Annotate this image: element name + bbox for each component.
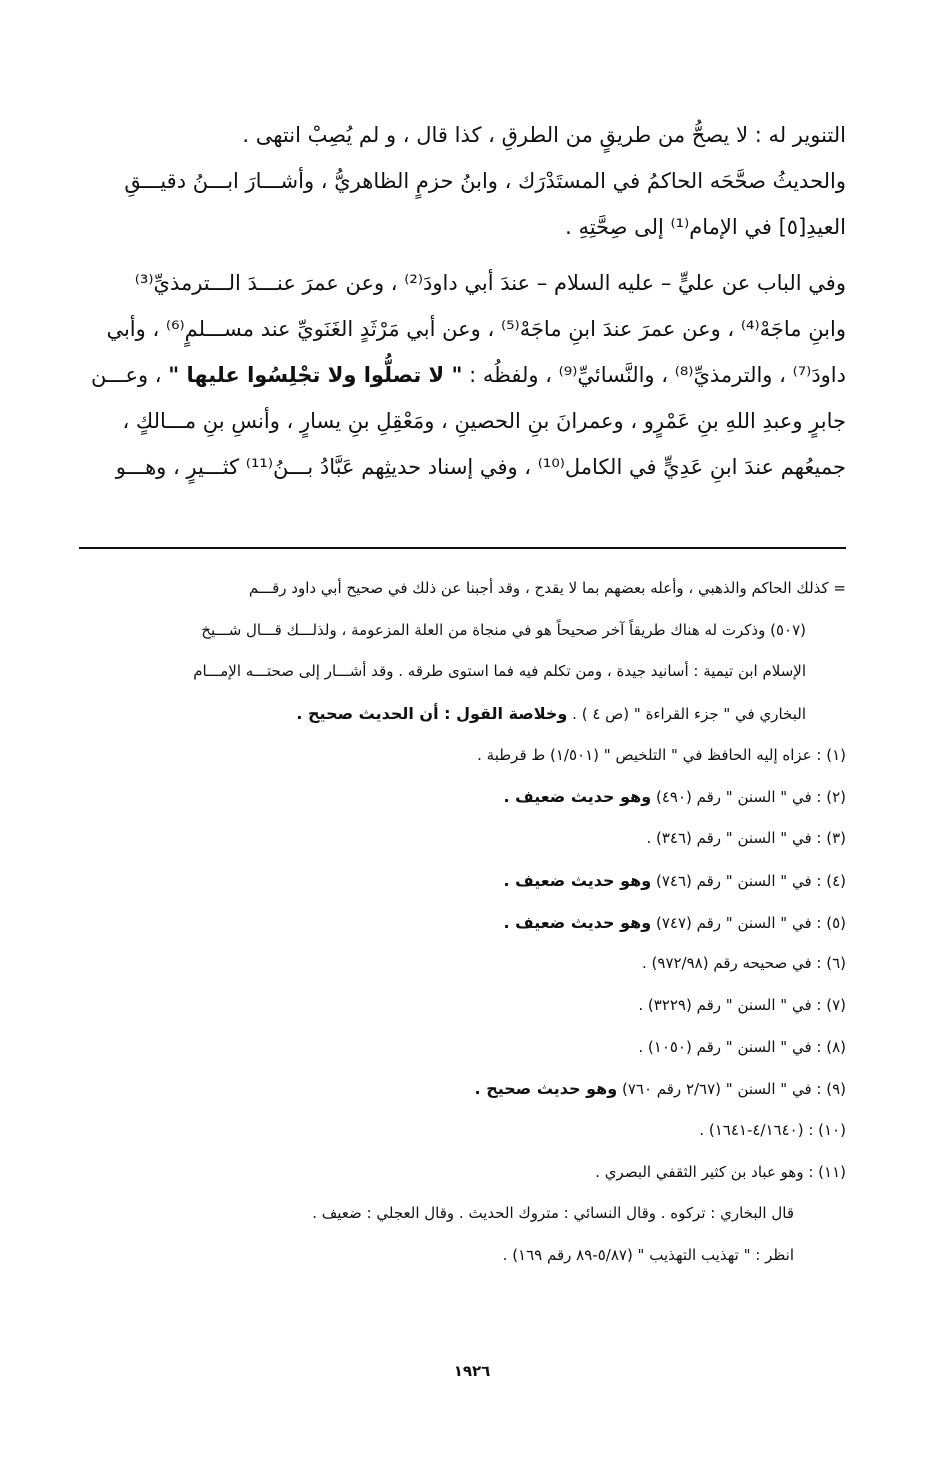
footnote-bold: وخلاصة القول : أن الحديث صحيح .	[296, 704, 568, 724]
footnote-continuation-line: = كذلك الحاكم والذهبي ، وأعله بعضهم بما لا يقدح ، وقد أجبنا عن ذلك في صحيح أبي داود رقـــم	[248, 579, 846, 597]
footnote-continuation-line	[74, 693, 846, 735]
main-line-with-quote	[74, 352, 846, 398]
footnote-text: (٨) : في " السنن " رقم (١٠٥٠) .	[638, 1037, 846, 1056]
footnote-1	[74, 735, 846, 777]
footnote-5	[74, 902, 846, 944]
footnote-10	[74, 1110, 846, 1152]
main-line: العيدِ[٥] في الإمام⁽¹⁾ إلى صِحَّتِهِ .	[565, 215, 846, 239]
footnote-11-detail: قال البخاري : تركوه . وقال النسائي : متروك الحديث . وقال العجلي : ضعيف .	[312, 1204, 794, 1223]
footnote-text: (٧) : في " السنن " رقم (٣٢٢٩) .	[638, 995, 846, 1014]
footnote-text: (٣) : في " السنن " رقم (٣٤٦) .	[646, 829, 846, 848]
footnote-separator	[79, 547, 846, 549]
footnote-text: (١٠) : (٤/١٦٤٠-١٦٤١) .	[699, 1120, 846, 1139]
footnote-11	[74, 1152, 846, 1194]
main-line-text: داودَ⁽⁷⁾ ، والترمذيِّ⁽⁸⁾ ، والنَّسائيِّ⁽⁹⁾ ، ولفظُه :	[469, 363, 846, 387]
footnote-6	[74, 943, 846, 985]
footnote-grade: وهو حديث ضعيف .	[503, 787, 652, 807]
main-text	[74, 112, 846, 490]
footnote-grade: وهو حديث ضعيف .	[503, 912, 652, 932]
footnote-continuation-line: (٥٠٧) وذكرت له هناك طريقاً آخر صحيحاً هو في منجاة من العلة المزعومة ، ولذلـــك قـــال شـــيخ	[201, 620, 806, 639]
footnote-9	[74, 1068, 846, 1110]
footnote-text: (٤) : في " السنن " رقم (٧٤٦)	[655, 871, 846, 890]
footnote-3	[74, 818, 846, 860]
footnote-grade: وهو حديث ضعيف .	[503, 870, 652, 890]
footnote-11-detail: انظر : " تهذيب التهذيب " (٥/٨٧-٨٩ رقم ١٦٩) .	[502, 1246, 794, 1264]
footnote-text: (٩) : في " السنن " (٢/٦٧ رقم ٧٦٠)	[621, 1080, 846, 1099]
footnote-text: (٦) : في صحيحه رقم (٩٧٢/٩٨) .	[642, 954, 846, 973]
footnote-8	[74, 1027, 846, 1069]
footnote-text: (١١) : وهو عباد بن كثير الثقفي البصري .	[595, 1162, 846, 1181]
main-line: جميعُهم عندَ ابنِ عَدِيٍّ في الكامل⁽¹⁰⁾ ، وفي إسناد حديثِهم عَبَّادُ بـــنُ⁽¹¹⁾ كثـــيرٍ ، وهـــو	[115, 455, 846, 479]
footnote-text: (٥) : في " السنن " رقم (٧٤٧)	[655, 913, 846, 932]
main-line: جابرٍ وعبدِ اللهِ بنِ عَمْرٍو ، وعمرانَ بنِ الحصينِ ، ومَعْقِلِ بنِ يسارٍ ، وأنسِ بنِ مـــالكٍ ،	[122, 409, 846, 433]
footnote-continuation-line: الإسلام ابن تيمية : أسانيد جيدة ، ومن تكلم فيه فما استوى طرقه . وقد أشـــار إلى صحتـــه الإمـــام	[193, 662, 806, 681]
footnote-7	[74, 985, 846, 1027]
footnote-4	[74, 860, 846, 902]
footnote-2	[74, 776, 846, 818]
footnote-text: (١) : عزاه إليه الحافظ في " التلخيص " (١/٥٠١) ط قرطبة .	[477, 745, 846, 764]
footnote-grade: وهو حديث صحيح .	[474, 1079, 618, 1099]
footnote-text: البخاري في " جزء القراءة " (ص ٤ ) .	[572, 705, 806, 724]
main-line: والحديثُ صحَّحَه الحاكمُ في المستَدْرَك ، وابنُ حزمٍ الظاهريُّ ، وأشـــارَ ابـــنُ دقيـــقِ	[124, 169, 846, 193]
page-number: ١٩٢٦	[453, 1362, 491, 1380]
footnotes	[74, 568, 846, 1277]
main-line: التنوير له : لا يصحُّ من طريقٍ من الطرقِ ، كذا قال ، و لم يُصِبْ انتهى .	[242, 123, 846, 147]
main-line: وفي الباب عن عليٍّ – عليه السلام – عندَ أبي داودَ⁽²⁾ ، وعن عمرَ عنـــدَ الـــترمذيِّ⁽³⁾	[134, 271, 846, 295]
footnote-text: (٢) : في " السنن " رقم (٤٩٠)	[655, 788, 846, 807]
main-line-tail: ، وعـــن	[91, 363, 162, 387]
main-line: وابنِ ماجَهْ⁽⁴⁾ ، وعن عمرَ عندَ ابنِ ماجَهْ⁽⁵⁾ ، وعن أبي مَرْثَدٍ الغَنَويِّ عند مســـلمٍ⁽⁶⁾ ، وأبي	[106, 317, 846, 341]
hadith-quote: " لا تصلُّوا ولا تجْلِسُوا عليها "	[168, 363, 463, 387]
